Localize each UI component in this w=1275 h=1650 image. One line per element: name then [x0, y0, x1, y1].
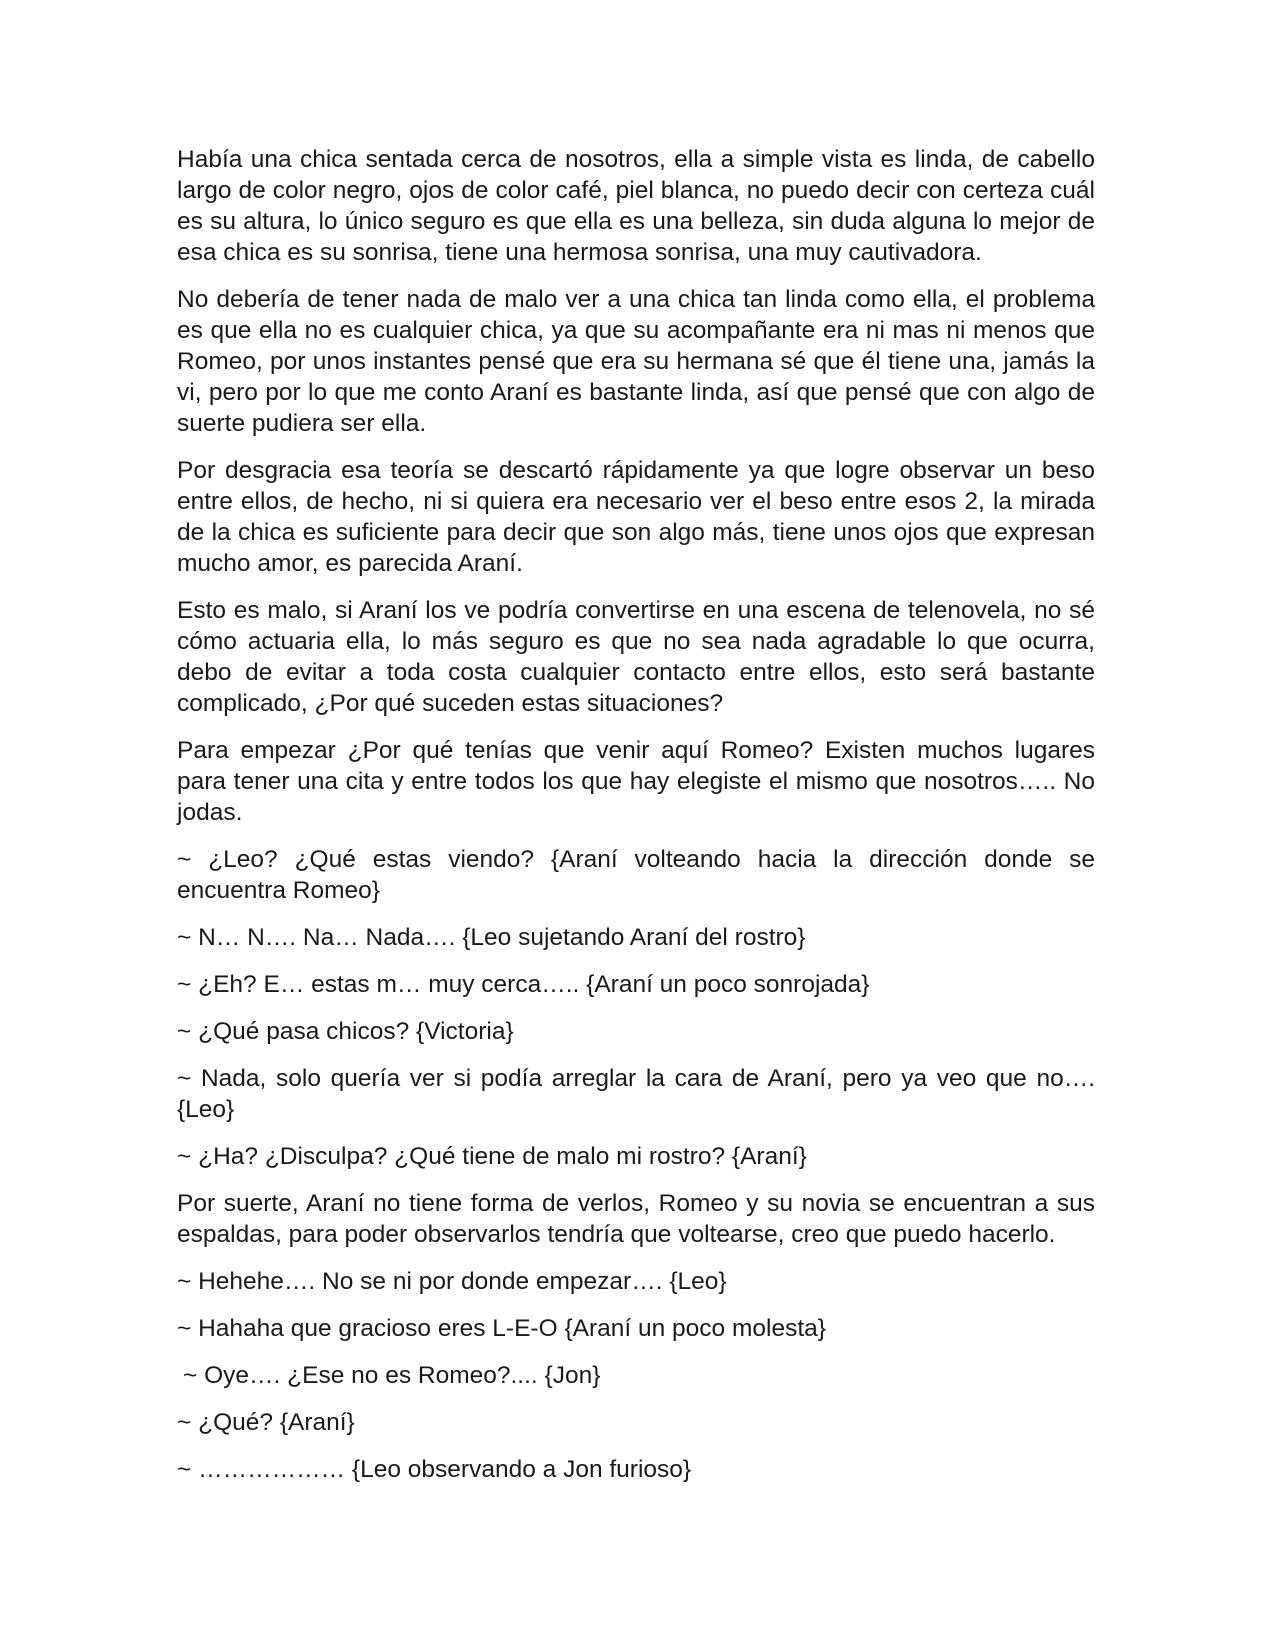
paragraph-3: Por desgracia esa teoría se descartó rápidamente ya que logre observar un beso entre ellos, de hecho, ni si quiera era necesario ver el beso entre esos 2, la mirada de la chica es suficiente para decir que son algo más, tiene unos ojos que expresan mucho amor, es parecida Araní. — [177, 457, 1095, 577]
paragraph-6: Por suerte, Araní no tiene forma de verlos, Romeo y su novia se encuentran a sus espaldas, para poder observarlos tendría que voltearse, creo que puedo hacerlo. — [177, 1190, 1095, 1248]
dialogue-line-10: ~ ¿Qué? {Araní} — [177, 1409, 355, 1436]
paragraph-1: Había una chica sentada cerca de nosotros, ella a simple vista es linda, de cabello largo de color negro, ojos de color café, piel blanca, no puedo decir con certeza cuál es su altura, lo único seguro es que ella es una belleza, sin duda alguna lo mejor de esa chica es su sonrisa, tiene una hermosa sonrisa, una muy cautivadora. — [177, 146, 1095, 266]
dialogue-line-8: ~ Hahaha que gracioso eres L-E-O {Araní un poco molesta} — [177, 1315, 826, 1342]
dialogue-line-1: ~ ¿Leo? ¿Qué estas viendo? {Araní volteando hacia la dirección donde se encuentra Romeo} — [177, 846, 1095, 904]
dialogue-line-11: ~ ……………… {Leo observando a Jon furioso} — [177, 1456, 692, 1483]
paragraph-5: Para empezar ¿Por qué tenías que venir aquí Romeo? Existen muchos lugares para tener una cita y entre todos los que hay elegiste el mismo que nosotros….. No jodas. — [177, 737, 1095, 826]
dialogue-line-9: ~ Oye…. ¿Ese no es Romeo?.... {Jon} — [183, 1362, 601, 1389]
document-page — [177, 144, 1095, 1501]
dialogue-line-4: ~ ¿Qué pasa chicos? {Victoria} — [177, 1018, 514, 1045]
dialogue-line-6: ~ ¿Ha? ¿Disculpa? ¿Qué tiene de malo mi rostro? {Araní} — [177, 1143, 807, 1170]
dialogue-line-2: ~ N… N…. Na… Nada…. {Leo sujetando Araní del rostro} — [177, 924, 806, 951]
paragraph-2: No debería de tener nada de malo ver a una chica tan linda como ella, el problema es que ella no es cualquier chica, ya que su acompañante era ni mas ni menos que Romeo, por unos instantes pensé que era su hermana sé que él tiene una, jamás la vi, pero por lo que me conto Araní es bastante linda, así que pensé que con algo de suerte pudiera ser ella. — [177, 286, 1095, 437]
dialogue-line-3: ~ ¿Eh? E… estas m… muy cerca….. {Araní un poco sonrojada} — [177, 971, 870, 998]
dialogue-line-5: ~ Nada, solo quería ver si podía arreglar la cara de Araní, pero ya veo que no…. {Leo} — [177, 1065, 1095, 1123]
paragraph-4: Esto es malo, si Araní los ve podría convertirse en una escena de telenovela, no sé cómo actuaria ella, lo más seguro es que no sea nada agradable lo que ocurra, debo de evitar a toda costa cualquier contacto entre ellos, esto será bastante complicado, ¿Por qué suceden estas situaciones? — [177, 597, 1095, 717]
dialogue-line-7: ~ Hehehe…. No se ni por donde empezar…. {Leo} — [177, 1268, 727, 1295]
